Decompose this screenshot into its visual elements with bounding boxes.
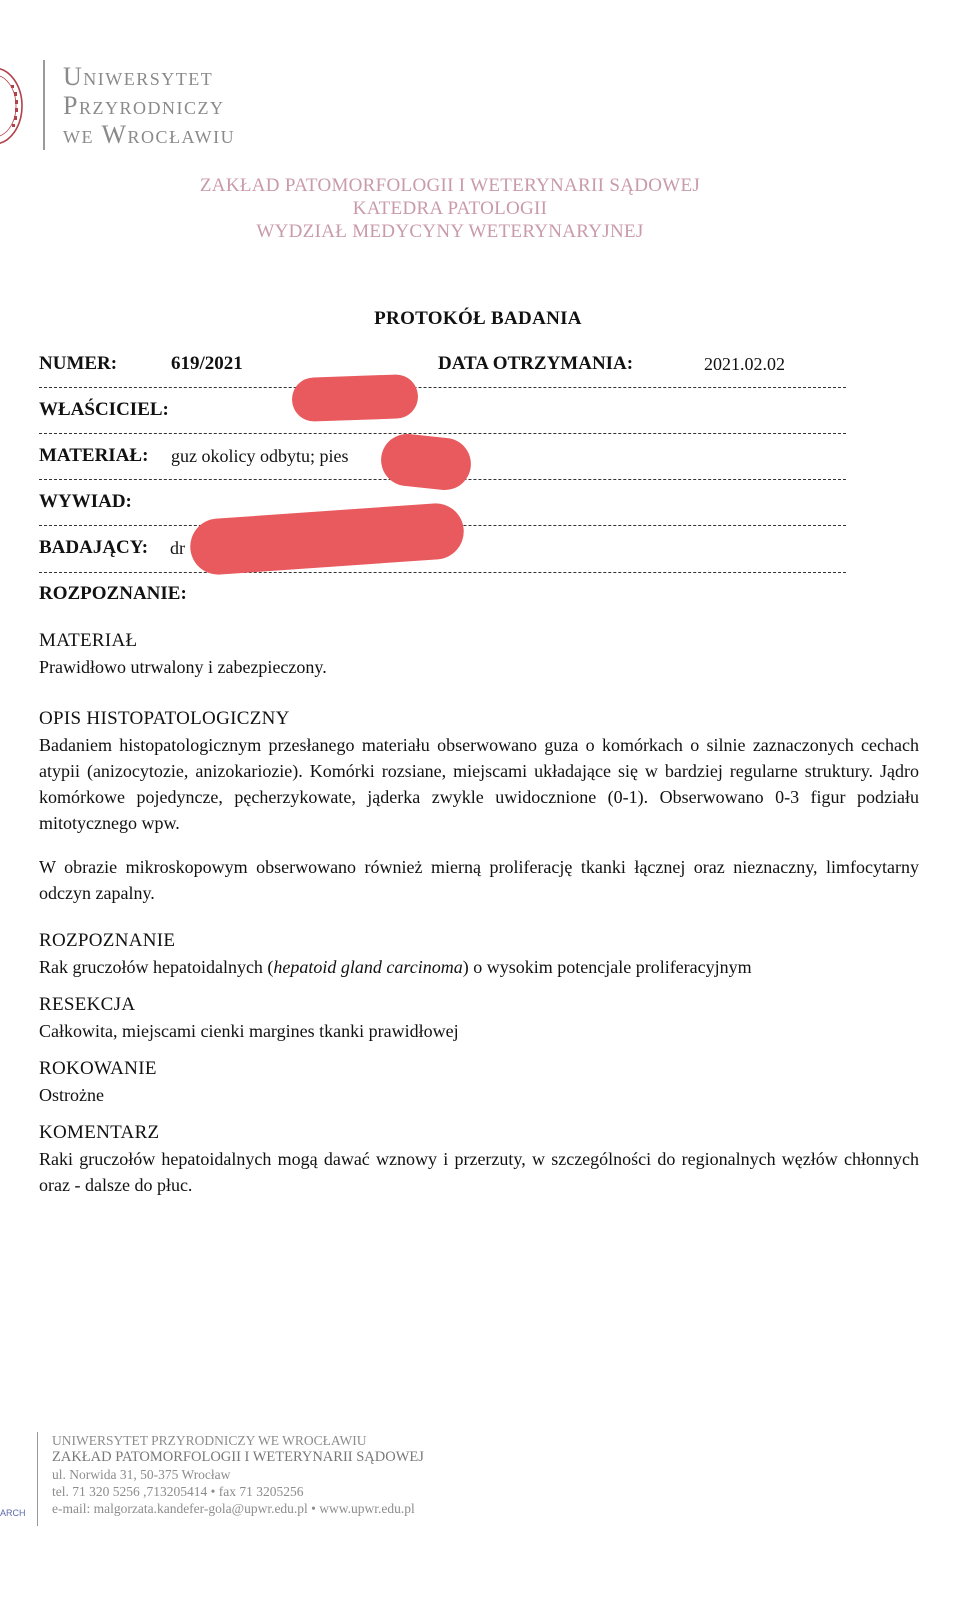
department-line-2: KATEDRA PATOLOGII [352, 198, 548, 219]
section-comment [39, 1120, 919, 1198]
diagnosis-text-end: ) o wysokim potencjale proliferacyjnym [462, 957, 752, 977]
material-value: guz okolicy odbytu; pies [171, 446, 349, 466]
history-label: WYWIAD: [39, 491, 132, 512]
material-text: Prawidłowo utrwalony i zabezpieczony. [39, 657, 327, 677]
number-value: 619/2021 [171, 353, 243, 374]
diagnosis-text [39, 954, 919, 980]
separator-line [39, 433, 846, 434]
diagnosis-text-start: Rak gruczołów hepatoidalnych ( [39, 957, 274, 977]
university-seal-logo [0, 64, 28, 148]
histopathology-paragraph-2: W obrazie mikroskopowym obserwowano również mierną proliferację tkanki łącznej oraz nieznaczny, limfocytarny odczyn zapalny. [39, 857, 919, 903]
footer-divider [37, 1432, 38, 1526]
comment-text: Raki gruczołów hepatoidalnych mogą dawać wznowy i przerzuty, w szczególności do regionalnych węzłów chłonnych oraz - dalsze do płuc. [39, 1149, 919, 1195]
number-label: NUMER: [39, 353, 118, 374]
redaction-owner [291, 374, 418, 422]
resection-text: Całkowita, miejscami cienki margines tkanki prawidłowej [39, 1021, 459, 1041]
logo-divider [43, 60, 45, 150]
histopathology-paragraph-1: Badaniem histopatologicznym przesłanego materiału obserwowano guza o komórkach o silnie zaznaczonych cechach atypii (anizocytozie, anizokariozie). Komórki rozsiane, miejscami układające się w bardziej regularne struktury. Jądro komórkowe pojedyncze, pęcherzykowate, jąderka zwykle uwidocznione (0-1). Obserwowano 0-3 figur podziału mitotycznego wpw. [39, 735, 919, 833]
university-name [63, 62, 235, 149]
footer-side-mark: ARCH [0, 1508, 26, 1518]
footer-street: ul. Norwida 31, 50-375 Wrocław [52, 1467, 231, 1482]
examiner-value: dr [170, 538, 185, 558]
prognosis-text: Ostrożne [39, 1085, 104, 1105]
protocol-title: PROTOKÓŁ BADANIA [374, 308, 582, 329]
separator-line [39, 387, 846, 388]
redaction-examiner [188, 502, 465, 577]
section-histopathology [39, 706, 919, 906]
received-date-value: 2021.02.02 [704, 354, 785, 374]
section-prognosis [39, 1056, 919, 1108]
department-line-3: WYDZIAŁ MEDYCYNY WETERYNARYJNEJ [256, 221, 644, 242]
department-line-1: ZAKŁAD PATOMORFOLOGII I WETERYNARII SĄDOWEJ [199, 175, 701, 196]
section-material [39, 628, 919, 680]
prognosis-heading: ROKOWANIE [39, 1058, 157, 1079]
section-resection [39, 992, 919, 1044]
comment-heading: KOMENTARZ [39, 1122, 160, 1143]
footer-department: ZAKŁAD PATOMORFOLOGII I WETERYNARII SĄDOWEJ [52, 1449, 424, 1465]
footer-address-block [52, 1432, 424, 1517]
footer-university: UNIWERSYTET PRZYRODNICZY WE WROCŁAWIU [52, 1433, 367, 1448]
owner-label: WŁAŚCICIEL: [39, 399, 169, 420]
university-line-1: Uniwersytet [63, 62, 214, 91]
university-line-3: we Wrocławiu [63, 120, 236, 149]
material-label: MATERIAŁ: [39, 445, 149, 466]
separator-line [39, 572, 846, 573]
redaction-material [379, 431, 474, 492]
histopathology-heading: OPIS HISTOPATOLOGICZNY [39, 708, 290, 729]
received-date-label: DATA OTRZYMANIA: [438, 353, 634, 374]
diagnosis-latin-name: hepatoid gland carcinoma [273, 957, 463, 977]
resection-heading: RESEKCJA [39, 994, 136, 1015]
university-line-2: Przyrodniczy [63, 91, 225, 120]
material-heading: MATERIAŁ [39, 630, 138, 651]
examiner-label: BADAJĄCY: [39, 537, 149, 558]
diagnosis-label: ROZPOZNANIE: [39, 583, 187, 604]
footer-email: e-mail: malgorzata.kandefer-gola@upwr.edu.pl • www.upwr.edu.pl [52, 1501, 415, 1516]
diagnosis-heading: ROZPOZNANIE [39, 930, 176, 951]
footer-phone: tel. 71 320 5256 ,713205414 • fax 71 3205256 [52, 1484, 304, 1499]
section-diagnosis [39, 928, 919, 980]
